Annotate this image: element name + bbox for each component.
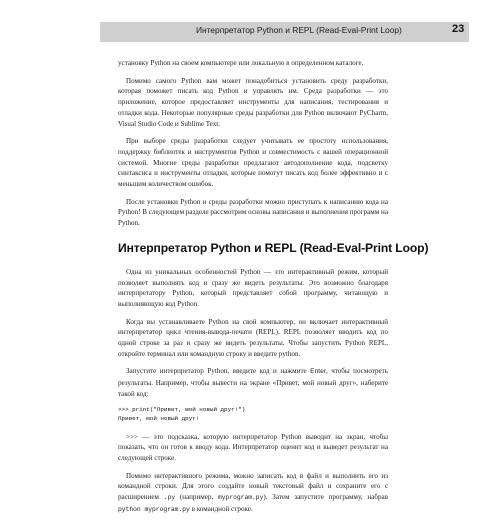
paragraph-repl: Когда вы устанавливаете Python на свой компьютер, он включает интерактивный интерпретатор цикл чтения-вывода-печати (REPL). REPL позволяет вводить код по одной строке за раз и сразу же видеть результаты. Чтобы запустить Python REPL, откройте терминал или командную строку и введите python. <box>118 317 388 358</box>
paragraph-ide-intro: Помимо самого Python вам может понадобиться установить среду разработки, которая поможет писать код Python и управлять им. Среда разработки — это приложение, которое предоставляет инструменты для написания, тестирования и отладки кода. Некоторые популярные среды разработки для Python включают PyCharm, Visual Studio Code и Sublime Text. <box>118 76 388 128</box>
body-text <box>118 58 429 523</box>
text-run: Помимо интерактивного режима, можно записать код в файл и выполнить его из командной строки. Для этого создайте новый текстовый файл и сохраните его с расширением <box>118 471 388 502</box>
key-name-enter: Enter <box>310 368 326 376</box>
inline-code-command: python myprogram.py <box>118 505 190 513</box>
text-run: (например, <box>175 493 218 502</box>
paragraph-after-install: После установки Python и среды разработки можно приступать к написанию кода на Python! В следующем разделе рассмотрим основы написания и выполнения программ на Python. <box>118 197 388 228</box>
page-number: 23 <box>452 23 465 35</box>
text-run: в командной строке. <box>189 504 253 513</box>
text-run: , чтобы посмотреть результаты. Например, чтобы вывести на экране «Привет, мой новый друг», наберите такой код: <box>118 367 388 398</box>
paragraph-run-file <box>118 471 388 516</box>
section-heading: Интерпретатор Python и REPL (Read-Eval-Print Loop) <box>118 240 429 255</box>
paragraph-prompt: >>> — это подсказка, которую интерпретатор Python выводит на экран, чтобы показать, что он готов к вводу кода. Интерпретатор оценит код и выведет результат на следующей строке. <box>118 432 388 462</box>
paragraph-continued: установку Python на своем компьютере или локальную в определенном каталоге. <box>118 59 364 67</box>
paragraph-run-example <box>118 366 388 399</box>
code-line-output: Привет, мой новый друг! <box>118 414 200 422</box>
paragraph-interactive-mode: Одна из уникальных особенностей Python — это интерактивный режим, который позволяет выполнять код и сразу же видеть результаты. Это возможно благодаря интерпретатору Python, который представляет собой программу, читающую и выполняющую код Python. <box>118 267 388 308</box>
paragraph-ide-choice: При выборе среды разработки следует учитывать ее простоту использования, поддержку библиотек и инструментов Python и совместимость с вашей операционной системой. Многие среды разработки предлагают автодополнение кода, подсветку синтаксиса и инструменты отладки, которые помогут писать код более эффективно и с меньшим количеством ошибок. <box>118 137 388 189</box>
text-run: ). Затем запустите программу, набрав <box>263 493 388 502</box>
code-line-input: >>> print("Привет, мой новый друг!") <box>118 405 246 413</box>
running-title: Интерпретатор Python и REPL (Read-Eval-Print Loop) <box>196 25 402 35</box>
text-run: Запустите интерпретатор Python, введите код и нажмите <box>126 367 311 376</box>
inline-code-extension: .py <box>163 494 176 502</box>
code-block <box>118 405 388 423</box>
inline-code-filename: myprogram.py <box>218 494 264 502</box>
